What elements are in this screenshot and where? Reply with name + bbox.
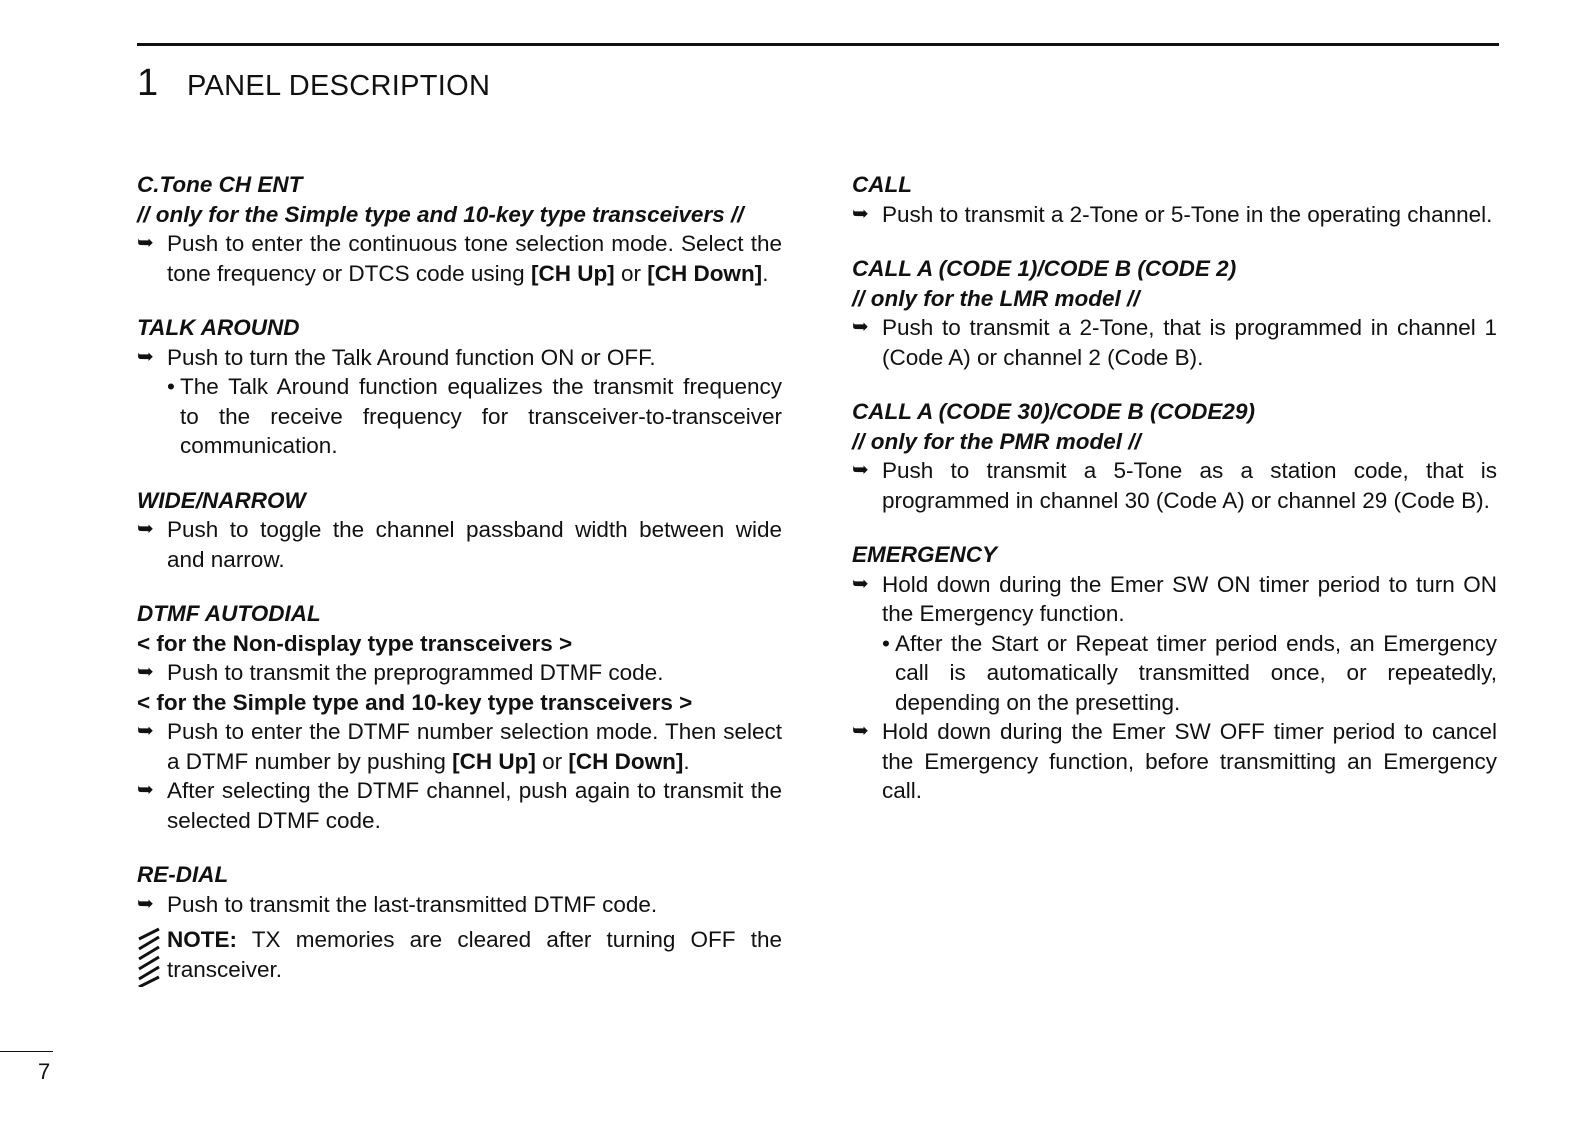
section-ctone-ch-ent [137, 170, 782, 288]
section-call-lmr [852, 254, 1497, 372]
section-subtitle: < for the Simple type and 10-key type transceivers > [137, 689, 693, 715]
arrow-icon: ➥ [137, 661, 154, 683]
bullet: ➥ Hold down during the Emer SW OFF timer period to cancel the Emergency function, before transmitting an Emergency call. [852, 719, 1497, 803]
section-title: EMERGENCY [852, 542, 998, 567]
footer-rule [0, 1051, 53, 1052]
bullet-dot-icon: • [882, 630, 890, 656]
bullet-dot-icon: • [167, 374, 175, 399]
bullet: ➥ Push to transmit the preprogrammed DTMF code. [137, 658, 782, 688]
section-call-pmr [852, 397, 1497, 515]
arrow-icon: ➥ [137, 779, 154, 801]
section-subtitle: // only for the Simple type and 10-key type transceivers // [137, 201, 744, 227]
section-re-dial [137, 860, 782, 984]
key-name: [CH Down] [568, 748, 684, 774]
key-name: [CH Down] [647, 260, 763, 286]
bullet: ➥ Push to transmit a 2-Tone, that is programmed in channel 1 (Code A) or channel 2 (Code B). [852, 315, 1497, 370]
section-wide-narrow [137, 486, 782, 575]
section-emergency [852, 540, 1497, 806]
left-column [137, 170, 782, 1009]
key-name: [CH Up] [530, 260, 615, 286]
bullet: ➥ Push to toggle the channel passband width between wide and narrow. [137, 517, 782, 572]
section-subtitle: // only for the PMR model // [852, 428, 1141, 454]
top-rule [137, 43, 1499, 46]
section-call [852, 170, 1497, 229]
bullet: ➥ Hold down during the Emer SW ON timer period to turn ON the Emergency function. [852, 571, 1497, 626]
section-title: TALK AROUND [137, 315, 300, 340]
chapter-title: PANEL DESCRIPTION [187, 70, 491, 102]
arrow-icon: ➥ [852, 459, 869, 481]
bullet: ➥ Push to enter the continuous tone selection mode. Select the tone frequency or DTCS code using [CH Up] or [CH Down]. [137, 231, 782, 286]
section-subtitle: // only for the LMR model // [852, 285, 1140, 311]
note-label: NOTE: [167, 927, 237, 952]
arrow-icon: ➥ [137, 892, 154, 915]
section-dtmf-autodial [137, 599, 782, 835]
arrow-icon: ➥ [137, 345, 154, 368]
bullet: ➥ Push to transmit a 2-Tone or 5-Tone in the operating channel. [852, 200, 1497, 230]
key-name: [CH Up] [452, 748, 536, 774]
bullet: ➥ Push to turn the Talk Around function ON or OFF. [137, 343, 782, 373]
arrow-icon: ➥ [852, 316, 869, 338]
arrow-icon: ➥ [137, 232, 154, 254]
section-title: DTMF AUTODIAL [137, 601, 321, 626]
section-talk-around [137, 313, 782, 461]
bullet: ➥ After selecting the DTMF channel, push again to transmit the selected DTMF code. [137, 778, 782, 833]
bullet: ➥ Push to transmit the last-transmitted DTMF code. [137, 890, 782, 920]
section-title: RE-DIAL [137, 862, 229, 887]
dot-item: • After the Start or Repeat timer period ends, an Emergency call is automatically transmitted once, or repeatedly, depending on the presetting. [882, 630, 1497, 715]
section-title: CALL A (CODE 30)/CODE B (CODE29) [852, 399, 1255, 424]
section-title: WIDE/NARROW [137, 487, 306, 513]
chapter-heading [137, 62, 490, 105]
note-hatch-icon [137, 927, 161, 987]
dot-item: • The Talk Around function equalizes the transmit frequency to the receive frequency for transceiver-to-transceiver communication. [167, 374, 782, 458]
bullet: ➥ Push to enter the DTMF number selection mode. Then select a DTMF number by pushing [CH Up] or [CH Down]. [137, 719, 782, 774]
chapter-number: 1 [137, 62, 159, 104]
section-title: CALL [852, 172, 912, 197]
note: NOTE: TX memories are cleared after turning OFF the transceiver. [137, 925, 782, 984]
arrow-icon: ➥ [852, 720, 869, 742]
section-title: CALL A (CODE 1)/CODE B (CODE 2) [852, 256, 1237, 281]
section-subtitle: < for the Non-display type transceivers > [137, 630, 573, 656]
section-title: C.Tone CH ENT [137, 172, 303, 197]
arrow-icon: ➥ [137, 720, 154, 742]
page-number: 7 [38, 1059, 51, 1084]
arrow-icon: ➥ [137, 518, 154, 540]
bullet: ➥ Push to transmit a 5-Tone as a station code, that is programmed in channel 30 (Code A) or channel 29 (Code B). [852, 458, 1497, 513]
arrow-icon: ➥ [852, 202, 869, 225]
arrow-icon: ➥ [852, 572, 869, 595]
right-column [852, 170, 1497, 831]
